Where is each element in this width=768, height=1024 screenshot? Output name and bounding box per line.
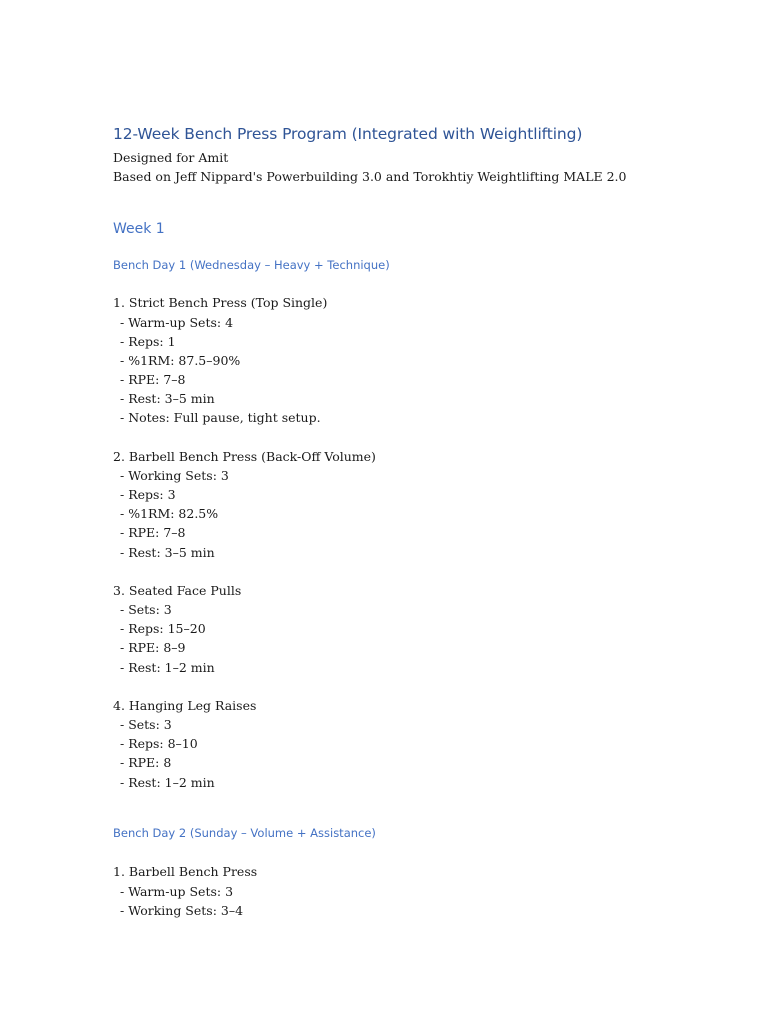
exercise-detail: - Notes: Full pause, tight setup. bbox=[120, 410, 321, 425]
exercise-detail: - Working Sets: 3 bbox=[120, 468, 229, 483]
exercise-detail: - RPE: 7–8 bbox=[120, 525, 186, 540]
exercise-detail: - Rest: 1–2 min bbox=[120, 660, 215, 675]
exercise-detail: - RPE: 8–9 bbox=[120, 640, 186, 655]
exercise-title: 3. Seated Face Pulls bbox=[113, 583, 242, 598]
based-on-text: Based on Jeff Nippard's Powerbuilding 3.0 and Torokhtiy Weightlifting MALE 2.0 bbox=[113, 169, 627, 184]
designed-for-text: Designed for Amit bbox=[113, 150, 229, 165]
document-title: 12-Week Bench Press Program (Integrated with Weightlifting) bbox=[113, 125, 583, 143]
exercise-detail: - Rest: 3–5 min bbox=[120, 545, 215, 560]
week-heading: Week 1 bbox=[113, 221, 165, 237]
exercise-title: 2. Barbell Bench Press (Back-Off Volume) bbox=[113, 449, 376, 464]
exercise-detail: - Working Sets: 3–4 bbox=[120, 903, 244, 918]
exercise-detail: - RPE: 8 bbox=[120, 755, 172, 770]
exercise-detail: - Reps: 3 bbox=[120, 487, 176, 502]
exercise-title: 1. Barbell Bench Press bbox=[113, 864, 258, 879]
exercise-detail: - %1RM: 82.5% bbox=[120, 506, 219, 521]
day2-heading: Bench Day 2 (Sunday – Volume + Assistance) bbox=[113, 826, 376, 840]
exercise-detail: - Sets: 3 bbox=[120, 717, 172, 732]
day1-heading: Bench Day 1 (Wednesday – Heavy + Technique) bbox=[113, 258, 390, 272]
exercise-detail: - Reps: 8–10 bbox=[120, 736, 198, 751]
exercise-detail: - RPE: 7–8 bbox=[120, 372, 186, 387]
exercise-detail: - Rest: 3–5 min bbox=[120, 391, 215, 406]
exercise-title: 1. Strict Bench Press (Top Single) bbox=[113, 295, 328, 310]
exercise-detail: - Rest: 1–2 min bbox=[120, 775, 215, 790]
exercise-detail: - Sets: 3 bbox=[120, 602, 172, 617]
exercise-detail: - Reps: 15–20 bbox=[120, 621, 206, 636]
exercise-detail: - Warm-up Sets: 3 bbox=[120, 884, 234, 899]
exercise-detail: - %1RM: 87.5–90% bbox=[120, 353, 241, 368]
exercise-detail: - Warm-up Sets: 4 bbox=[120, 315, 234, 330]
exercise-detail: - Reps: 1 bbox=[120, 334, 176, 349]
exercise-title: 4. Hanging Leg Raises bbox=[113, 698, 257, 713]
